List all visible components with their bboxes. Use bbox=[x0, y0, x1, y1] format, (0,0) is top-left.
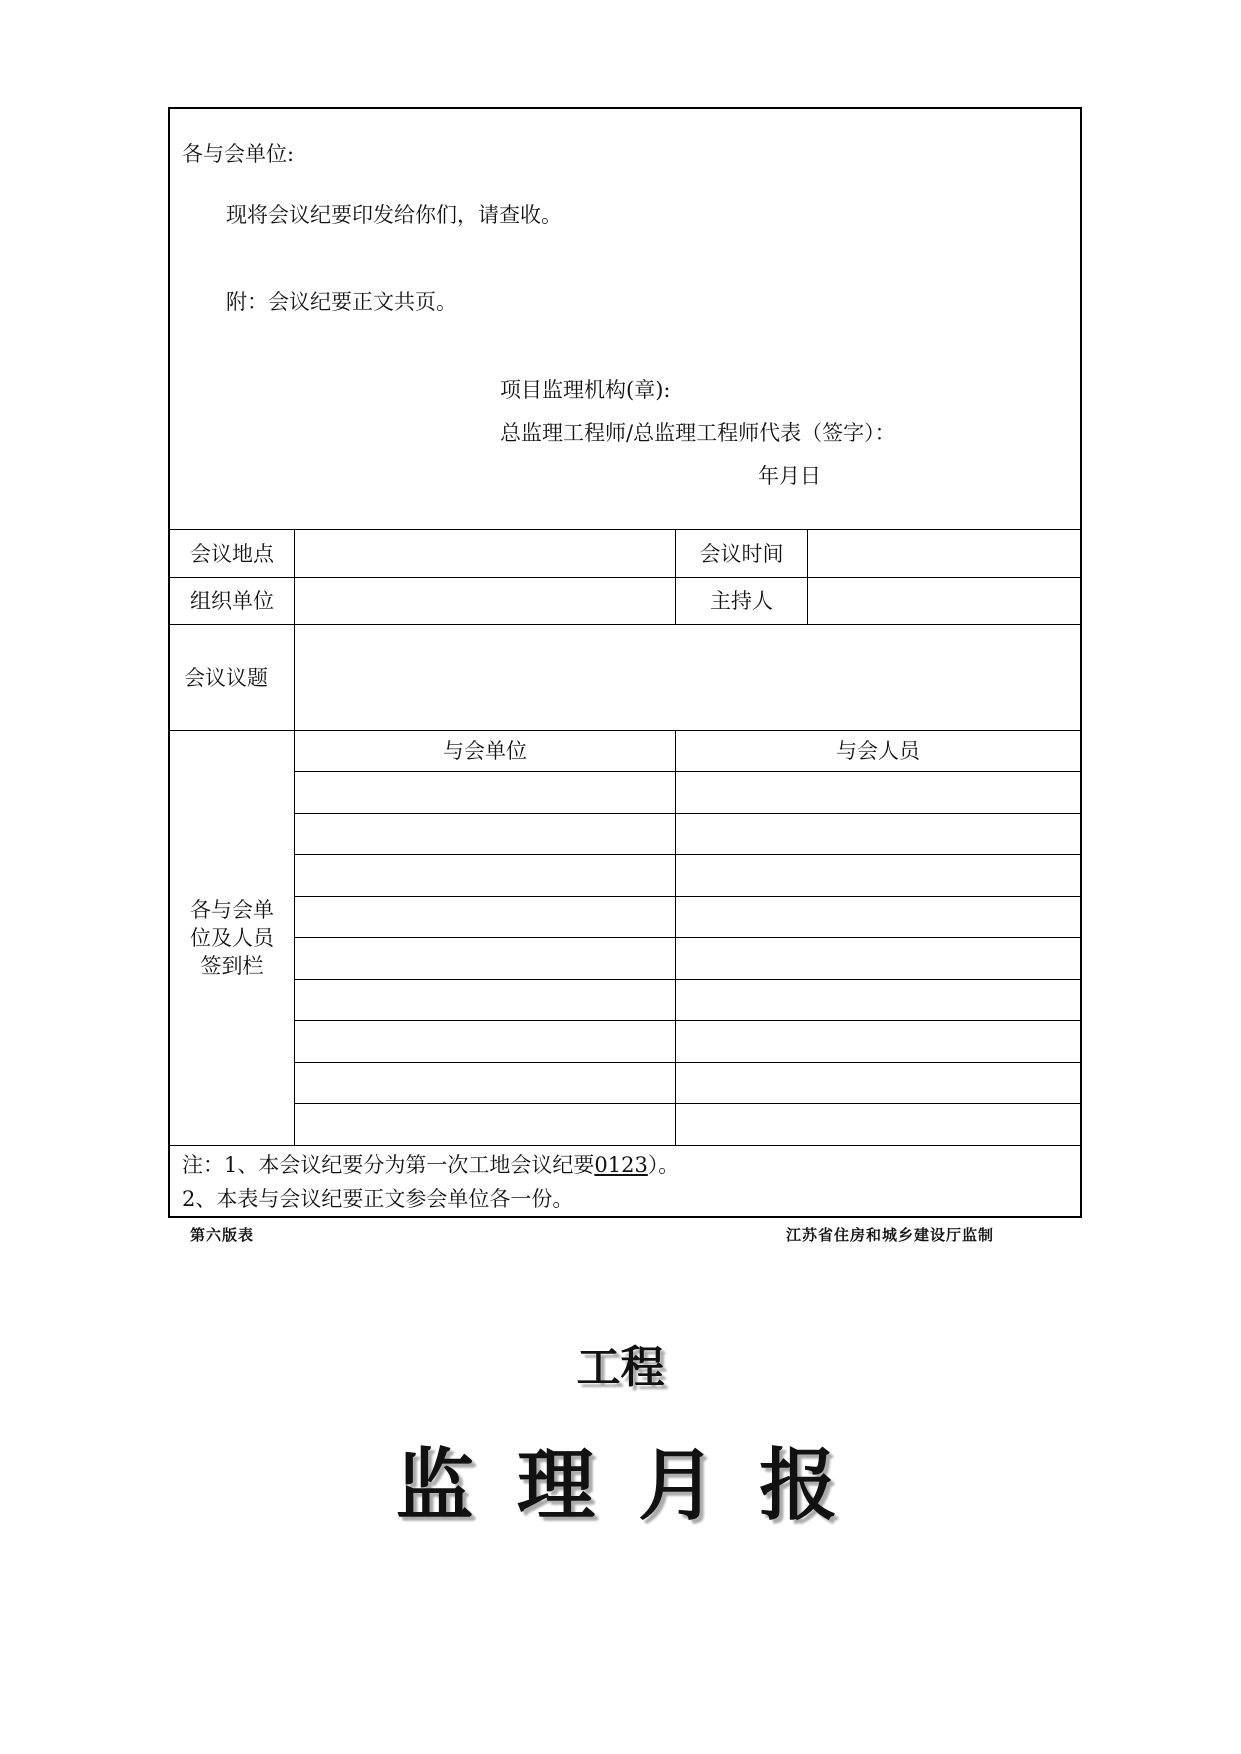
col-header-person: 与会人员 bbox=[836, 739, 920, 763]
divider bbox=[294, 854, 1080, 855]
notice-body: 现将会议纪要印发给你们，请查收。 bbox=[226, 203, 562, 227]
meeting-notice-form bbox=[168, 107, 1082, 1218]
signin-section-label bbox=[170, 731, 294, 1145]
location-label: 会议地点 bbox=[190, 541, 274, 566]
footer-issuer: 江苏省住房和城乡建设厅监制 bbox=[786, 1226, 995, 1244]
signin-label-line: 签到栏 bbox=[200, 954, 264, 978]
engineer-sign-label: 总监理工程师/总监理工程师代表（签字）： bbox=[500, 421, 896, 445]
divider bbox=[294, 1103, 1080, 1104]
divider bbox=[170, 624, 1080, 625]
org-seal-label: 项目监理机构(章): bbox=[500, 378, 671, 402]
divider bbox=[294, 937, 1080, 938]
host-label: 主持人 bbox=[710, 589, 773, 613]
organizer-label: 组织单位 bbox=[190, 589, 274, 613]
divider bbox=[675, 730, 676, 1145]
cover-subtitle: 工程 bbox=[576, 1342, 665, 1393]
divider bbox=[170, 1145, 1080, 1146]
divider bbox=[294, 979, 1080, 980]
col-header-unit: 与会单位 bbox=[443, 739, 527, 763]
signin-label-line: 位及人员 bbox=[190, 926, 274, 950]
note-suffix: ）。 bbox=[647, 1153, 680, 1177]
divider bbox=[807, 529, 808, 624]
location-field bbox=[310, 530, 674, 577]
divider bbox=[294, 896, 1080, 897]
attachment-note: 附：会议纪要正文共页。 bbox=[226, 290, 457, 314]
divider bbox=[294, 771, 1080, 772]
cover-title: 监 理 月 报 bbox=[395, 1441, 846, 1531]
footer-edition: 第六版表 bbox=[190, 1226, 255, 1244]
divider bbox=[294, 1062, 1080, 1063]
note-code: 0123 bbox=[594, 1153, 648, 1177]
signin-label-line: 各与会单 bbox=[190, 898, 274, 922]
note-line-1 bbox=[182, 1152, 679, 1178]
note-line-2: 2、本表与会议纪要正文参会单位各一份。 bbox=[182, 1187, 574, 1211]
divider bbox=[294, 1020, 1080, 1021]
divider bbox=[294, 813, 1080, 814]
date-label: 年月日 bbox=[758, 464, 821, 488]
note-prefix: 注：1、本会议纪要分为第一次工地会议纪要 bbox=[182, 1153, 595, 1177]
time-label: 会议时间 bbox=[699, 541, 784, 566]
salutation: 各与会单位: bbox=[182, 142, 295, 166]
divider bbox=[294, 529, 295, 1145]
topic-label: 会议议题 bbox=[184, 665, 268, 690]
divider bbox=[170, 577, 1080, 578]
